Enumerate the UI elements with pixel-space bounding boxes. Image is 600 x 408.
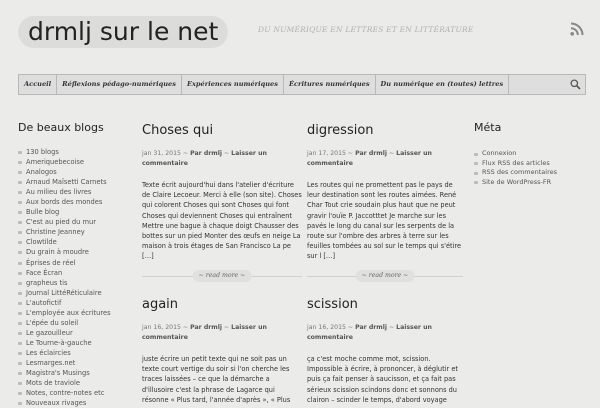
blogroll-link[interactable]: Magistra's Musings — [18, 368, 111, 378]
blogroll-link[interactable]: Les éclaircies — [18, 348, 111, 358]
meta-list — [474, 149, 557, 187]
post-meta: jan 17, 2015 ~ Par drmlj ~ Laisser un commentaire — [307, 150, 432, 167]
blogroll-link[interactable]: Nouveaux rivages — [18, 398, 111, 408]
blogroll-link[interactable]: Mots de traviole — [18, 378, 111, 388]
post-meta: jan 16, 2015 ~ Par drmlj ~ Laisser un commentaire — [307, 324, 432, 341]
blogroll-link[interactable]: Journal LittéRéticulaire — [18, 288, 111, 298]
meta-link-comments-rss[interactable]: RSS des commentaires — [474, 168, 557, 178]
blogroll-link[interactable]: Au milieu des livres — [18, 187, 111, 197]
read-more-button[interactable]: ~ read more ~ — [193, 270, 252, 282]
post-title[interactable]: Choses qui — [142, 123, 214, 138]
blogroll-link[interactable]: Analogos — [18, 167, 111, 177]
post-excerpt: Les routes qui ne promettent pas le pays de leur destination sont les routes aimées. René Char Tout crie soudain plus haut que ne peut gravir l'ouïe P. Jaccotttet Je marche sur les pavés le long du canal sur les serpents de la route sur l'ombre des arbres à terre sur les feuilles tombées au sol sur le temps qui s'étire sur l […] — [307, 181, 462, 261]
post-comment-link[interactable]: Laisser un commentaire — [307, 150, 432, 167]
blogroll-link[interactable]: Face Écran — [18, 268, 111, 278]
blogroll-link[interactable]: Bulle blog — [18, 207, 111, 217]
meta-link-login[interactable]: Connexion — [474, 149, 557, 159]
blogroll-link[interactable]: Le Tourne-à-gauche — [18, 338, 111, 348]
nav-item-experiences[interactable]: Expériences numériques — [182, 75, 284, 94]
nav-item-du-numerique[interactable]: Du numérique en (toutes) lettres — [376, 75, 510, 94]
site-tagline: DU NUMÉRIQUE EN LETTRES ET EN LITTÉRATURE — [258, 25, 474, 34]
blogroll-link[interactable]: Éprises de réel — [18, 258, 111, 268]
post-card — [307, 297, 463, 405]
read-more-row — [307, 270, 463, 282]
post-card — [307, 123, 463, 282]
meta-title: Méta — [474, 121, 502, 134]
post-title[interactable]: digression — [307, 123, 374, 138]
post-date: jan 17, 2015 — [307, 150, 346, 157]
blogroll-link[interactable]: Christine Jeanney — [18, 227, 111, 237]
post-comment-link[interactable]: Laisser un commentaire — [142, 324, 267, 341]
post-meta: jan 31, 2015 ~ Par drmlj ~ Laisser un commentaire — [142, 150, 267, 167]
post-date: jan 31, 2015 — [142, 150, 181, 157]
post-title[interactable]: scission — [307, 297, 358, 312]
blogroll-list — [18, 147, 111, 408]
nav-item-reflexions[interactable]: Réflexions pédago-numériques — [57, 75, 182, 94]
blogroll-link[interactable]: Lesmarges.net — [18, 358, 111, 368]
post-date: jan 16, 2015 — [142, 324, 181, 331]
rss-icon[interactable] — [570, 22, 584, 36]
blogroll-link[interactable]: Notes, contre-notes etc — [18, 388, 111, 398]
post-comment-link[interactable]: Laisser un commentaire — [307, 324, 432, 341]
nav-item-accueil[interactable]: Accueil — [19, 75, 57, 94]
search-icon[interactable] — [570, 79, 581, 90]
read-more-row — [142, 270, 302, 282]
blogroll-link[interactable]: Le gazouilleur — [18, 328, 111, 338]
read-more-button[interactable]: ~ read more ~ — [356, 270, 415, 282]
post-title[interactable]: again — [142, 297, 179, 312]
post-excerpt: Texte écrit aujourd'hui dans l'atelier d'écriture de Claire Lecoeur. Merci à elle (son site). Choses qui colorent Choses qui sont Choses qui font Choses qui deviennent Choses qui entraînent Mettre une bague à chaque doigt Chausser des bottes sur un pied Monter des œufs en neige La maison à trois étages de San Francisco La pe […] — [142, 181, 302, 261]
blogroll-link[interactable]: Du grain à moudre — [18, 247, 111, 257]
meta-link-wordpress[interactable]: Site de WordPress-FR — [474, 178, 557, 188]
post-meta: jan 16, 2015 ~ Par drmlj ~ Laisser un commentaire — [142, 324, 267, 341]
post-author[interactable]: Par drmlj — [355, 324, 387, 331]
blogroll-link[interactable]: L'employée aux écritures — [18, 308, 111, 318]
post-excerpt: juste écrire un petit texte qui ne soit pas un texte court vertige du soir si l'on cherche les traces laissées – ce que la démarche a d'illusoire c'est la phrase de Lagarce qui résonne « Plus tard, l'année d'après », « Plus — [142, 355, 291, 404]
post-excerpt: ça c'est moche comme mot, scission. Impossible à écrire, à prononcer, à déglutir et puis ça fait penser à saucisson, et ça fait pas sérieux scission scindons donc et sonnons du clairon – scinder le temps, d'abord voyage — [307, 355, 458, 404]
blogroll-link[interactable]: 130 blogs — [18, 147, 111, 157]
blogroll-link[interactable]: Arnaud Maïsetti Carnets — [18, 177, 111, 187]
nav-item-ecritures[interactable]: Écritures numériques — [284, 75, 376, 94]
blogroll-link[interactable]: Ameriquebecoise — [18, 157, 111, 167]
meta-link-posts-rss[interactable]: Flux RSS des articles — [474, 159, 557, 169]
post-author[interactable]: Par drmlj — [190, 150, 222, 157]
blogroll-link[interactable]: Clowtilde — [18, 237, 111, 247]
post-card — [142, 297, 302, 405]
blogroll-link[interactable]: C'est au pied du mur — [18, 217, 111, 227]
site-title[interactable]: drmlj sur le net — [18, 16, 228, 48]
post-comment-link[interactable]: Laisser un commentaire — [142, 150, 267, 167]
blogroll-link[interactable]: L'autofictif — [18, 298, 111, 308]
blogroll-title: De beaux blogs — [18, 121, 104, 134]
post-author[interactable]: Par drmlj — [190, 324, 222, 331]
post-card — [142, 123, 302, 282]
post-date: jan 16, 2015 — [307, 324, 346, 331]
post-author[interactable]: Par drmlj — [355, 150, 387, 157]
blogroll-link[interactable]: grapheus tis — [18, 278, 111, 288]
blogroll-link[interactable]: L'épée du soleil — [18, 318, 111, 328]
main-navigation — [18, 74, 586, 95]
blogroll-link[interactable]: Aux bords des mondes — [18, 197, 111, 207]
